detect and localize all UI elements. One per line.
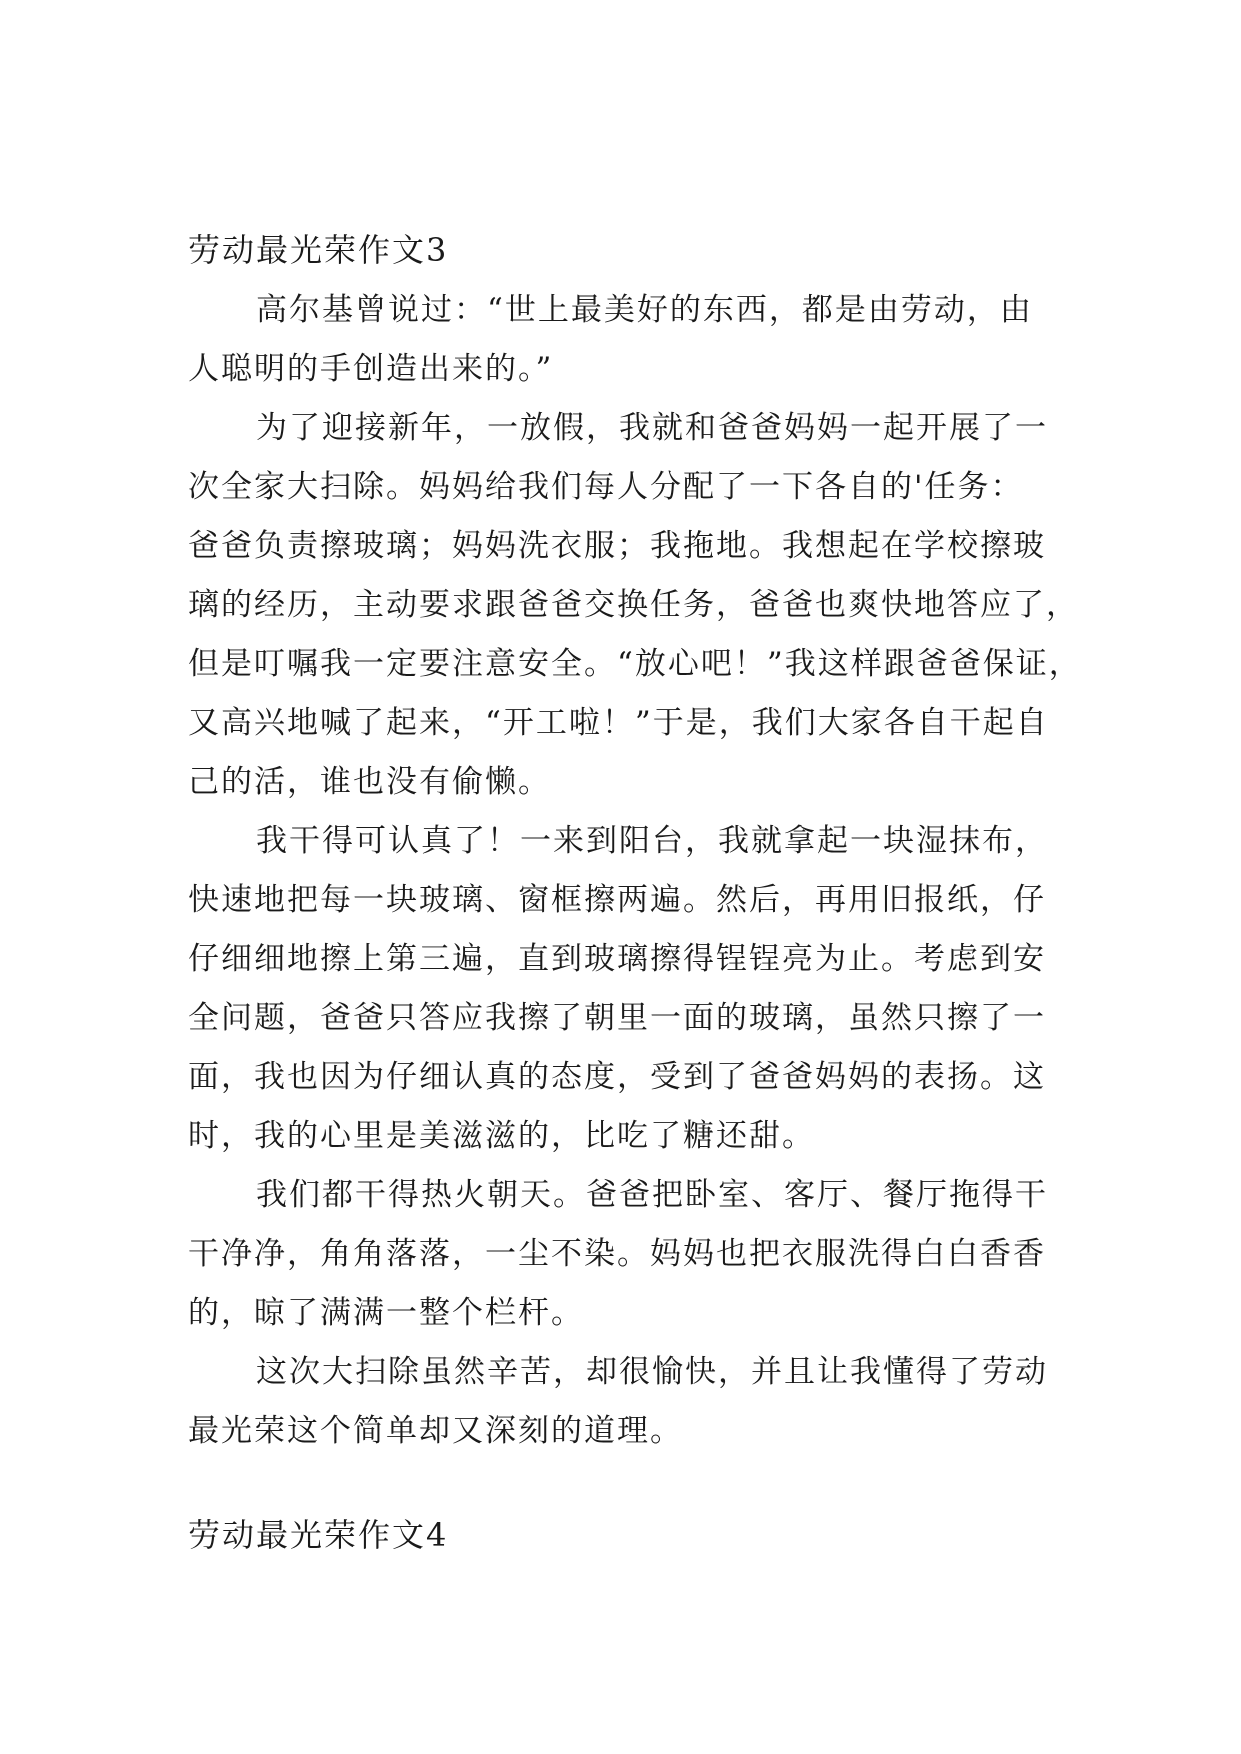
text-line: 己的活，谁也没有偷懒。 xyxy=(188,764,551,800)
text-line: 璃的经历，主动要求跟爸爸交换任务，爸爸也爽快地答应了， xyxy=(188,587,1079,623)
text-line: 的，晾了满满一整个栏杆。 xyxy=(188,1295,584,1331)
text-line: 快速地把每一块玻璃、窗框擦两遍。然后，再用旧报纸，仔 xyxy=(188,882,1046,918)
text-line: 面，我也因为仔细认真的态度，受到了爸爸妈妈的表扬。这 xyxy=(188,1059,1046,1095)
paragraph-2 xyxy=(188,399,1082,812)
text-line: 仔细细地擦上第三遍，直到玻璃擦得锃锃亮为止。考虑到安 xyxy=(188,941,1046,977)
paragraph-1 xyxy=(188,281,1052,399)
text-line: 为了迎接新年，一放假，我就和爸爸妈妈一起开展了一 xyxy=(256,410,1048,446)
text-line: 最光荣这个简单却又深刻的道理。 xyxy=(188,1413,683,1449)
text-line: 高尔基曾说过：“世上最美好的东西，都是由劳动，由 xyxy=(256,292,1033,328)
text-line: 又高兴地喊了起来，“开工啦！”于是，我们大家各自干起自 xyxy=(188,705,1049,741)
text-line: 但是叮嘱我一定要注意安全。“放心吧！”我这样跟爸爸保证， xyxy=(188,646,1082,682)
text-line: 我们都干得热火朝天。爸爸把卧室、客厅、餐厅拖得干 xyxy=(256,1177,1048,1213)
text-line: 我干得可认真了！一来到阳台，我就拿起一块湿抹布， xyxy=(256,823,1048,859)
paragraph-3 xyxy=(188,812,1052,1166)
text-line: 爸爸负责擦玻璃；妈妈洗衣服；我拖地。我想起在学校擦玻 xyxy=(188,528,1046,564)
essay-4-title: 劳动最光荣作文4 xyxy=(188,1516,449,1554)
text-line: 这次大扫除虽然辛苦，却很愉快，并且让我懂得了劳动 xyxy=(256,1354,1048,1390)
text-line: 时，我的心里是美滋滋的，比吃了糖还甜。 xyxy=(188,1118,815,1154)
text-line: 人聪明的手创造出来的。” xyxy=(188,351,554,387)
text-line: 干净净，角角落落，一尘不染。妈妈也把衣服洗得白白香香 xyxy=(188,1236,1046,1272)
essay-3-body xyxy=(188,281,1082,1461)
text-line: 全问题，爸爸只答应我擦了朝里一面的玻璃，虽然只擦了一 xyxy=(188,1000,1046,1036)
paragraph-4 xyxy=(188,1166,1052,1343)
essay-3-title: 劳动最光荣作文3 xyxy=(188,231,449,269)
paragraph-5 xyxy=(188,1343,1052,1461)
text-line: 次全家大扫除。妈妈给我们每人分配了一下各自的'任务： xyxy=(188,469,1024,505)
